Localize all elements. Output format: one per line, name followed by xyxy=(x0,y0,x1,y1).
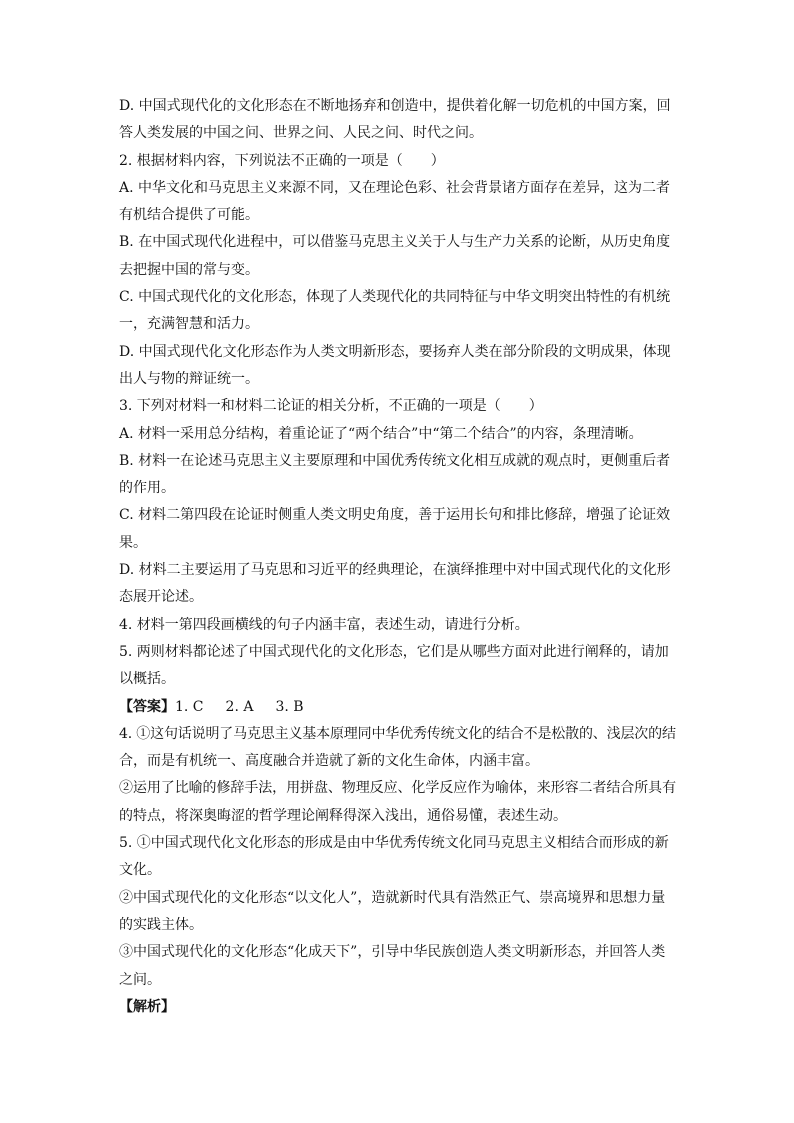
q2-option-b-line-1: B. 在中国式现代化进程中，可以借鉴马克思主义关于人与生产力关系的论断，从历史角度 xyxy=(119,234,671,251)
answer-item-1: 1. C xyxy=(175,698,204,715)
answer-5-point-3-line-1: ③中国式现代化的文化形态“化成天下”，引导中华民族创造人类文明新形态，并回答人类 xyxy=(119,944,666,961)
q3-stem: 3. 下列对材料一和材料二论证的相关分析，不正确的一项是（ ） xyxy=(119,398,543,415)
answer-5-point-1-line-2: 文化。 xyxy=(119,862,161,879)
q3-option-b-line-1: B. 材料一在论述马克思主义主要原理和中国优秀传统文化相互成就的观点时，更侧重后者 xyxy=(119,452,671,469)
answer-row xyxy=(119,694,676,721)
answer-4-point-1-line-1: 4. ①这句话说明了马克思主义基本原理同中华优秀传统文化的结合不是松散的、浅层次的结 xyxy=(119,725,676,742)
q3-option-c-line-1: C. 材料二第四段在论证时侧重人类文明史角度，善于运用长句和排比修辞，增强了论证效 xyxy=(119,507,671,524)
answer-label: 【答案】 xyxy=(119,698,175,715)
q2-option-c-line-2: 一，充满智慧和活力。 xyxy=(119,316,259,333)
q3-option-d-line-1: D. 材料二主要运用了马克思和习近平的经典理论，在演绎推理中对中国式现代化的文化形 xyxy=(119,562,671,579)
answer-4-point-1-line-2: 合，而是有机统一、高度融合并造就了新的文化生命体，内涵丰富。 xyxy=(119,753,539,770)
q2-option-d-line-2: 出人与物的辩证统一。 xyxy=(119,370,259,387)
q3-option-a-line-1: A. 材料一采用总分结构，着重论证了“两个结合”中“第二个结合”的内容，条理清晰。 xyxy=(119,425,643,442)
q1-option-d-line-1: D. 中国式现代化的文化形态在不断地扬弃和创造中，提供着化解一切危机的中国方案，回 xyxy=(119,98,671,114)
answer-5-point-1-line-1: 5. ①中国式现代化文化形态的形成是由中华优秀传统文化同马克思主义相结合而形成的新 xyxy=(119,835,669,852)
q1-option-d-line-2: 答人类发展的中国之问、世界之问、人民之问、时代之问。 xyxy=(119,125,483,142)
q4-stem: 4. 材料一第四段画横线的句子内涵丰富，表述生动，请进行分析。 xyxy=(119,616,529,633)
q3-option-c-line-2: 果。 xyxy=(119,534,147,551)
answer-5-point-3-line-2: 之问。 xyxy=(119,971,161,988)
answer-5-point-2-line-1: ②中国式现代化的文化形态“以文化人”，造就新时代具有浩然正气、崇高境界和思想力量 xyxy=(119,889,666,906)
answer-4-point-2-line-1: ②运用了比喻的修辞手法，用拼盘、物理反应、化学反应作为喻体，来形容二者结合所具有 xyxy=(119,780,676,797)
q2-option-c-line-1: C. 中国式现代化的文化形态，体现了人类现代化的共同特征与中华文明突出特性的有机统 xyxy=(119,289,671,306)
answer-item-2: 2. A xyxy=(225,698,254,715)
q3-option-b-line-2: 的作用。 xyxy=(119,480,175,497)
answer-item-3: 3. B xyxy=(275,698,304,715)
answer-5-point-2-line-2: 的实践主体。 xyxy=(119,916,203,933)
q5-stem-line-2: 以概括。 xyxy=(119,671,175,688)
q2-stem: 2. 根据材料内容，下列说法不正确的一项是（ ） xyxy=(119,152,445,169)
answer-4-point-2-line-2: 的特点，将深奥晦涩的哲学理论阐释得深入浅出，通俗易懂，表述生动。 xyxy=(119,807,567,824)
q5-stem-line-1: 5. 两则材料都论述了中国式现代化的文化形态，它们是从哪些方面对此进行阐释的，请加 xyxy=(119,643,669,660)
q3-option-d-line-2: 态展开论述。 xyxy=(119,589,203,606)
analysis-label: 【解析】 xyxy=(119,998,175,1015)
q2-option-a-line-2: 有机结合提供了可能。 xyxy=(119,207,259,224)
q2-option-d-line-1: D. 中国式现代化文化形态作为人类文明新形态，要扬弃人类在部分阶段的文明成果，体现 xyxy=(119,343,671,360)
q2-option-a-line-1: A. 中华文化和马克思主义来源不同，又在理论色彩、社会背景诸方面存在差异，这为二者 xyxy=(119,179,671,196)
q2-option-b-line-2: 去把握中国的常与变。 xyxy=(119,261,259,278)
